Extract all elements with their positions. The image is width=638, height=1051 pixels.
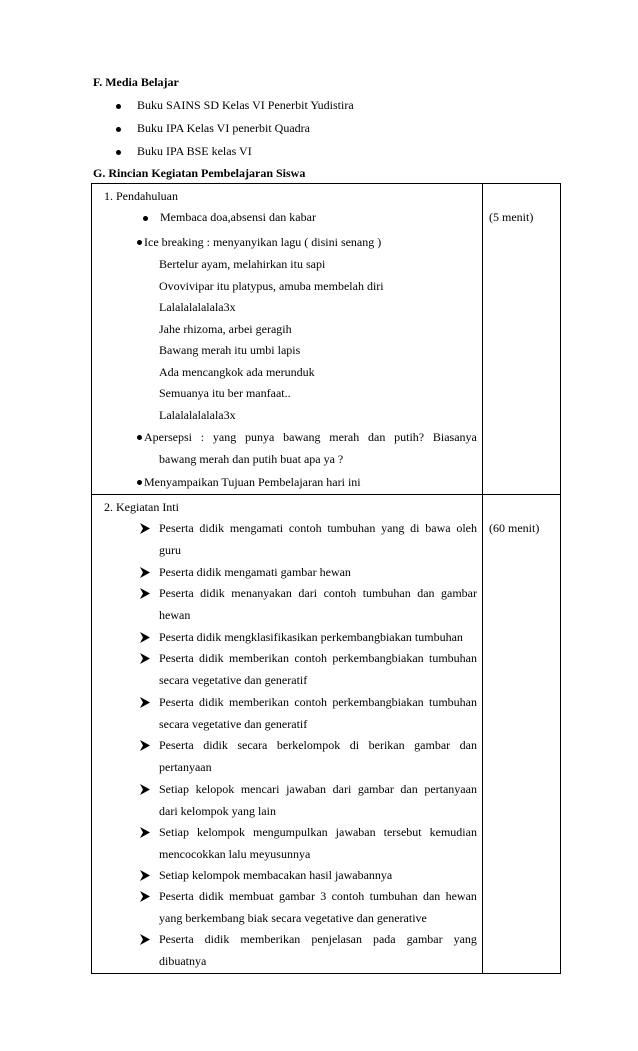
media-item-2: Buku IPA Kelas VI penerbit Quadra xyxy=(137,121,310,135)
media-item-3: Buku IPA BSE kelas VI xyxy=(137,144,252,158)
arrow-bullet-icon xyxy=(140,588,150,599)
arrow-bullet-icon xyxy=(140,653,150,664)
arrow-bullet-icon xyxy=(140,827,150,838)
activity-line: Setiap kelompok mengumpulkan jawaban tersebut kemudian xyxy=(159,825,477,839)
row1-item-4: Menyampaikan Tujuan Pembelajaran hari ini xyxy=(137,475,361,489)
song-line: Bawang merah itu umbi lapis xyxy=(159,343,301,357)
bullet-icon xyxy=(143,216,148,221)
row1-time: (5 menit) xyxy=(489,210,534,224)
activity-line-cont: guru xyxy=(159,543,181,557)
activity-line: Peserta didik secara berkelompok di berikan gambar dan xyxy=(159,738,477,752)
arrow-bullet-icon xyxy=(140,784,150,795)
arrow-bullet-icon xyxy=(140,740,150,751)
activity-line-cont: pertanyaan xyxy=(159,760,212,774)
activity-line: Peserta didik memberikan contoh perkembangbiakan tumbuhan xyxy=(159,651,477,665)
song-line: Jahe rhizoma, arbei geragih xyxy=(159,322,292,336)
arrow-bullet-icon xyxy=(140,567,150,578)
section-f-heading: F. Media Belajar xyxy=(93,75,179,89)
activity-line: Peserta didik membuat gambar 3 contoh tumbuhan dan hewan xyxy=(159,889,477,903)
row1-title: 1. Pendahuluan xyxy=(104,189,178,203)
arrow-bullet-icon xyxy=(140,523,150,534)
activity-line-cont: dari kelompok yang lain xyxy=(159,804,276,818)
activity-line: Peserta didik memberikan contoh perkembangbiakan tumbuhan xyxy=(159,695,477,709)
activity-line-cont: secara vegetative dan generatif xyxy=(159,673,308,687)
row2-title: 2. Kegiatan Inti xyxy=(104,500,179,514)
bullet-icon xyxy=(137,480,142,485)
activity-line: Peserta didik mengamati contoh tumbuhan yang di bawa oleh xyxy=(159,521,477,535)
activity-line: Peserta didik memberikan penjelasan pada gambar yang xyxy=(159,932,477,946)
activity-line: Setiap kelopok mencari jawaban dari gambar dan pertanyaan xyxy=(159,782,477,796)
song-line: Lalalalalalala3x xyxy=(159,408,236,422)
song-line: Bertelur ayam, melahirkan itu sapi xyxy=(159,257,326,271)
activity-line-cont: mencocokkan lalu meyusunnya xyxy=(159,847,311,861)
arrow-bullet-icon xyxy=(140,697,150,708)
section-g-heading: G. Rincian Kegiatan Pembelajaran Siswa xyxy=(93,166,306,180)
row1-item-3-cont: bawang merah dan putih buat apa ya ? xyxy=(159,452,344,466)
arrow-bullet-icon xyxy=(140,870,150,881)
arrow-bullet-icon xyxy=(140,632,150,643)
row2-time: (60 menit) xyxy=(489,521,540,535)
activity-line-cont: secara vegetative dan generatif xyxy=(159,717,308,731)
row1-item-2: Ice breaking : menyanyikan lagu ( disini senang ) xyxy=(137,235,381,249)
song-line: Ovovivipar itu platypus, amuba membelah diri xyxy=(159,279,384,293)
activity-line-cont: yang berkembang biak secara vegetative dan generative xyxy=(159,911,427,925)
bullet-icon xyxy=(116,150,121,155)
song-line: Lalalalalalala3x xyxy=(159,300,236,314)
activity-line-cont: dibuatnya xyxy=(159,954,207,968)
arrow-bullet-icon xyxy=(140,934,150,945)
bullet-icon xyxy=(137,435,142,440)
activity-line: Setiap kelompok membacakan hasil jawabannya xyxy=(159,868,393,882)
activity-line: Peserta didik mengklasifikasikan perkembangbiakan tumbuhan xyxy=(159,630,463,644)
arrow-bullet-icon xyxy=(140,891,150,902)
song-line: Ada mencangkok ada merunduk xyxy=(159,365,315,379)
row1-item-3: Apersepsi : yang punya bawang merah dan putih? Biasanya xyxy=(137,430,477,444)
media-item-1: Buku SAINS SD Kelas VI Penerbit Yudistira xyxy=(137,98,354,112)
activity-line: Peserta didik menanyakan dari contoh tumbuhan dan gambar xyxy=(159,586,477,600)
bullet-icon xyxy=(116,104,121,109)
bullet-icon xyxy=(116,127,121,132)
activity-line: Peserta didik mengamati gambar hewan xyxy=(159,565,351,579)
row1-item-1: Membaca doa,absensi dan kabar xyxy=(160,210,316,224)
bullet-icon xyxy=(137,240,142,245)
song-line: Semuanya itu ber manfaat.. xyxy=(159,386,291,400)
activity-line-cont: hewan xyxy=(159,608,191,622)
